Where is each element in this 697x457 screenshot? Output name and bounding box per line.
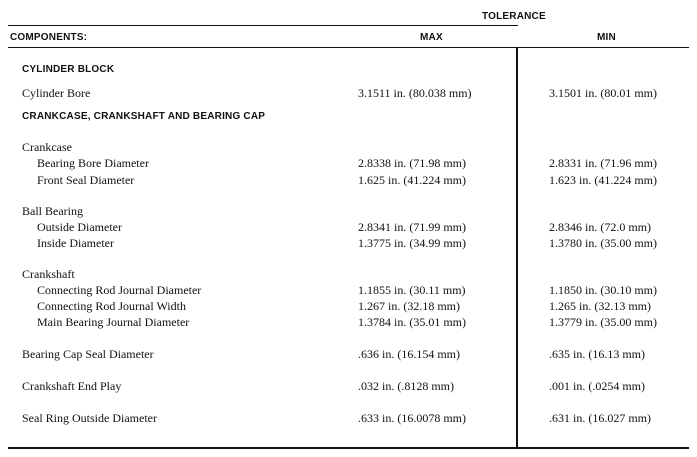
group-name: Crankcase bbox=[22, 140, 72, 154]
max-heading: MAX bbox=[420, 32, 443, 43]
max-value: .032 in. (.8128 mm) bbox=[358, 379, 454, 393]
header-bottom-rule bbox=[8, 47, 689, 48]
min-value: 1.265 in. (32.13 mm) bbox=[549, 299, 651, 313]
component-name: Crankshaft End Play bbox=[22, 379, 122, 393]
component-name: Connecting Rod Journal Diameter bbox=[37, 283, 202, 297]
max-value: 1.625 in. (41.224 mm) bbox=[358, 173, 466, 187]
section-title: CRANKCASE, CRANKSHAFT AND BEARING CAP bbox=[22, 111, 266, 122]
component-name: Connecting Rod Journal Width bbox=[37, 299, 186, 313]
min-value: 1.3780 in. (35.00 mm) bbox=[549, 236, 657, 250]
section-title: CYLINDER BLOCK bbox=[22, 64, 115, 75]
max-value: 1.1855 in. (30.11 mm) bbox=[358, 283, 466, 297]
max-value: 1.267 in. (32.18 mm) bbox=[358, 299, 460, 313]
component-name: Main Bearing Journal Diameter bbox=[37, 315, 190, 329]
tolerance-heading: TOLERANCE bbox=[482, 11, 546, 22]
min-value: 3.1501 in. (80.01 mm) bbox=[549, 86, 657, 100]
max-value: 2.8341 in. (71.99 mm) bbox=[358, 220, 466, 234]
min-heading: MIN bbox=[597, 32, 616, 43]
component-name: Bearing Bore Diameter bbox=[37, 156, 149, 170]
max-value: 1.3775 in. (34.99 mm) bbox=[358, 236, 466, 250]
component-name: Front Seal Diameter bbox=[37, 173, 135, 187]
component-name: Inside Diameter bbox=[37, 236, 114, 250]
min-value: 2.8346 in. (72.0 mm) bbox=[549, 220, 651, 234]
header-top-rule bbox=[8, 25, 518, 26]
max-value: .636 in. (16.154 mm) bbox=[358, 347, 460, 361]
group-name: Ball Bearing bbox=[22, 204, 83, 218]
components-heading: COMPONENTS: bbox=[10, 32, 88, 43]
group-name: Crankshaft bbox=[22, 267, 75, 281]
min-value: .631 in. (16.027 mm) bbox=[549, 411, 651, 425]
min-value: 1.623 in. (41.224 mm) bbox=[549, 173, 657, 187]
min-value: .635 in. (16.13 mm) bbox=[549, 347, 645, 361]
min-value: 2.8331 in. (71.96 mm) bbox=[549, 156, 657, 170]
component-name: Bearing Cap Seal Diameter bbox=[22, 347, 154, 361]
max-value: 3.1511 in. (80.038 mm) bbox=[358, 86, 472, 100]
min-value: 1.3779 in. (35.00 mm) bbox=[549, 315, 657, 329]
component-name: Seal Ring Outside Diameter bbox=[22, 411, 157, 425]
min-value: 1.1850 in. (30.10 mm) bbox=[549, 283, 657, 297]
column-divider bbox=[516, 47, 518, 449]
table-bottom-rule bbox=[8, 447, 689, 449]
max-value: 1.3784 in. (35.01 mm) bbox=[358, 315, 466, 329]
component-name: Outside Diameter bbox=[37, 220, 122, 234]
max-value: .633 in. (16.0078 mm) bbox=[358, 411, 466, 425]
max-value: 2.8338 in. (71.98 mm) bbox=[358, 156, 466, 170]
component-name: Cylinder Bore bbox=[22, 86, 91, 100]
min-value: .001 in. (.0254 mm) bbox=[549, 379, 645, 393]
